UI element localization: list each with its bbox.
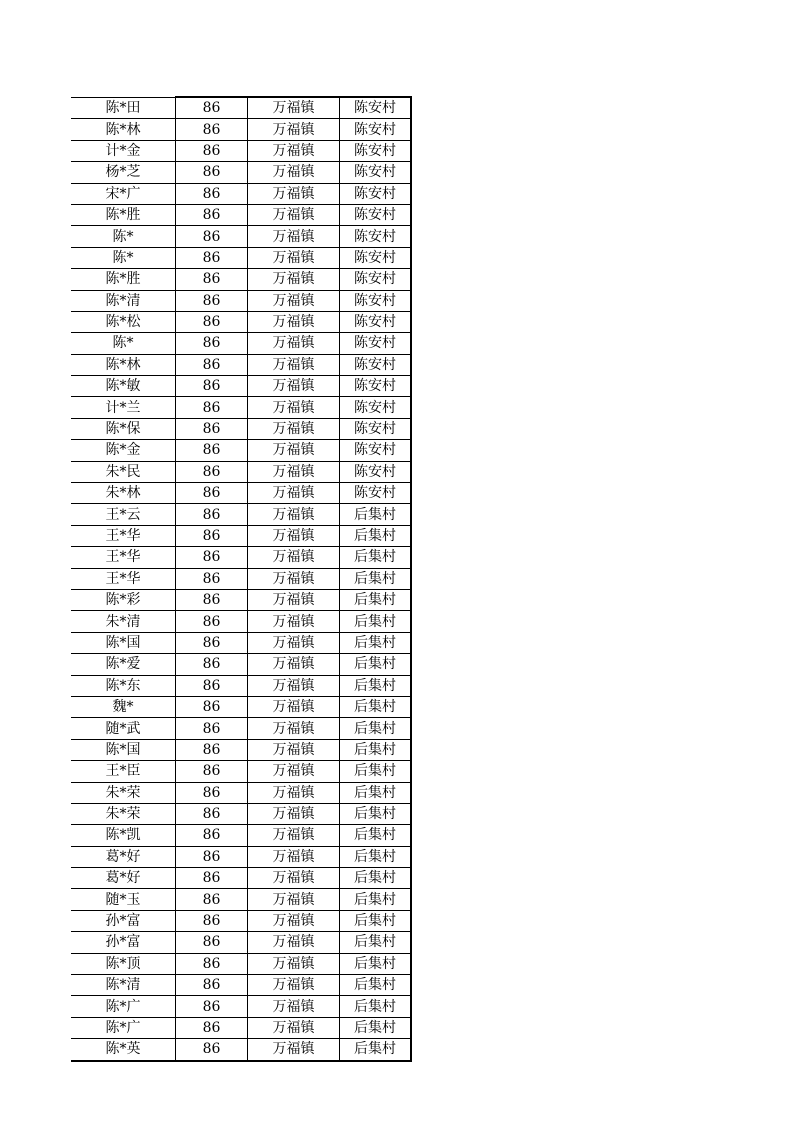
village-cell: 陈安村 [340, 354, 412, 375]
name-cell: 葛*好 [71, 846, 176, 867]
number-cell: 86 [176, 675, 248, 696]
table-row [71, 183, 411, 204]
name-cell: 王*华 [71, 525, 176, 546]
table-row [71, 162, 411, 183]
name-cell: 陈*爱 [71, 654, 176, 675]
town-cell: 万福镇 [248, 932, 340, 953]
number-cell: 86 [176, 418, 248, 439]
village-cell: 后集村 [340, 654, 412, 675]
table-row [71, 525, 411, 546]
village-cell: 陈安村 [340, 483, 412, 504]
town-cell: 万福镇 [248, 739, 340, 760]
table-row [71, 97, 411, 119]
town-cell: 万福镇 [248, 782, 340, 803]
village-cell: 陈安村 [340, 183, 412, 204]
town-cell: 万福镇 [248, 696, 340, 717]
table-row [71, 910, 411, 931]
name-cell: 陈*胜 [71, 204, 176, 225]
name-cell: 王*华 [71, 568, 176, 589]
name-cell: 陈* [71, 333, 176, 354]
town-cell: 万福镇 [248, 440, 340, 461]
number-cell: 86 [176, 547, 248, 568]
number-cell: 86 [176, 119, 248, 140]
village-cell: 陈安村 [340, 140, 412, 161]
town-cell: 万福镇 [248, 525, 340, 546]
town-cell: 万福镇 [248, 803, 340, 824]
name-cell: 陈*广 [71, 1017, 176, 1038]
table-row [71, 889, 411, 910]
number-cell: 86 [176, 376, 248, 397]
town-cell: 万福镇 [248, 226, 340, 247]
table-row [71, 397, 411, 418]
town-cell: 万福镇 [248, 504, 340, 525]
town-cell: 万福镇 [248, 846, 340, 867]
name-cell: 王*华 [71, 547, 176, 568]
table-row [71, 953, 411, 974]
village-cell: 后集村 [340, 525, 412, 546]
number-cell: 86 [176, 397, 248, 418]
village-cell: 后集村 [340, 953, 412, 974]
table-row [71, 504, 411, 525]
table-row [71, 932, 411, 953]
town-cell: 万福镇 [248, 632, 340, 653]
table-row [71, 1017, 411, 1038]
number-cell: 86 [176, 910, 248, 931]
name-cell: 陈*金 [71, 440, 176, 461]
number-cell: 86 [176, 1039, 248, 1061]
name-cell: 孙*富 [71, 910, 176, 931]
number-cell: 86 [176, 611, 248, 632]
village-cell: 后集村 [340, 761, 412, 782]
name-cell: 朱*民 [71, 461, 176, 482]
table-row [71, 290, 411, 311]
village-cell: 后集村 [340, 868, 412, 889]
village-cell: 后集村 [340, 782, 412, 803]
town-cell: 万福镇 [248, 1017, 340, 1038]
table-row [71, 1039, 411, 1061]
table-row [71, 675, 411, 696]
number-cell: 86 [176, 696, 248, 717]
name-cell: 朱*林 [71, 483, 176, 504]
town-cell: 万福镇 [248, 825, 340, 846]
town-cell: 万福镇 [248, 889, 340, 910]
name-cell: 陈*彩 [71, 589, 176, 610]
village-cell: 后集村 [340, 846, 412, 867]
town-cell: 万福镇 [248, 97, 340, 119]
name-cell: 王*臣 [71, 761, 176, 782]
name-cell: 葛*好 [71, 868, 176, 889]
town-cell: 万福镇 [248, 611, 340, 632]
village-cell: 后集村 [340, 825, 412, 846]
town-cell: 万福镇 [248, 247, 340, 268]
town-cell: 万福镇 [248, 654, 340, 675]
number-cell: 86 [176, 354, 248, 375]
number-cell: 86 [176, 97, 248, 119]
number-cell: 86 [176, 975, 248, 996]
town-cell: 万福镇 [248, 183, 340, 204]
number-cell: 86 [176, 525, 248, 546]
village-cell: 陈安村 [340, 97, 412, 119]
village-cell: 陈安村 [340, 397, 412, 418]
table-row [71, 718, 411, 739]
town-cell: 万福镇 [248, 996, 340, 1017]
town-cell: 万福镇 [248, 333, 340, 354]
town-cell: 万福镇 [248, 418, 340, 439]
village-cell: 陈安村 [340, 376, 412, 397]
number-cell: 86 [176, 204, 248, 225]
name-cell: 陈* [71, 247, 176, 268]
town-cell: 万福镇 [248, 376, 340, 397]
village-cell: 陈安村 [340, 226, 412, 247]
table-row [71, 632, 411, 653]
number-cell: 86 [176, 311, 248, 332]
number-cell: 86 [176, 868, 248, 889]
town-cell: 万福镇 [248, 975, 340, 996]
number-cell: 86 [176, 803, 248, 824]
town-cell: 万福镇 [248, 910, 340, 931]
number-cell: 86 [176, 739, 248, 760]
town-cell: 万福镇 [248, 290, 340, 311]
name-cell: 孙*富 [71, 932, 176, 953]
table-row [71, 761, 411, 782]
table-row [71, 611, 411, 632]
town-cell: 万福镇 [248, 204, 340, 225]
town-cell: 万福镇 [248, 311, 340, 332]
village-cell: 陈安村 [340, 333, 412, 354]
table-row [71, 547, 411, 568]
village-cell: 后集村 [340, 547, 412, 568]
name-cell: 陈*国 [71, 632, 176, 653]
village-cell: 后集村 [340, 975, 412, 996]
number-cell: 86 [176, 269, 248, 290]
number-cell: 86 [176, 932, 248, 953]
name-cell: 陈*清 [71, 290, 176, 311]
town-cell: 万福镇 [248, 483, 340, 504]
name-cell: 王*云 [71, 504, 176, 525]
table-row [71, 846, 411, 867]
name-cell: 计*金 [71, 140, 176, 161]
table-row [71, 696, 411, 717]
village-cell: 陈安村 [340, 311, 412, 332]
village-cell: 后集村 [340, 932, 412, 953]
table-row [71, 204, 411, 225]
number-cell: 86 [176, 290, 248, 311]
table-row [71, 975, 411, 996]
village-cell: 后集村 [340, 996, 412, 1017]
village-cell: 陈安村 [340, 440, 412, 461]
village-cell: 陈安村 [340, 247, 412, 268]
town-cell: 万福镇 [248, 162, 340, 183]
number-cell: 86 [176, 782, 248, 803]
table-row [71, 589, 411, 610]
village-cell: 陈安村 [340, 162, 412, 183]
town-cell: 万福镇 [248, 397, 340, 418]
table-row [71, 269, 411, 290]
table-row [71, 140, 411, 161]
town-cell: 万福镇 [248, 718, 340, 739]
town-cell: 万福镇 [248, 868, 340, 889]
town-cell: 万福镇 [248, 589, 340, 610]
village-cell: 陈安村 [340, 119, 412, 140]
number-cell: 86 [176, 140, 248, 161]
name-cell: 陈*胜 [71, 269, 176, 290]
village-cell: 后集村 [340, 696, 412, 717]
name-cell: 朱*荣 [71, 782, 176, 803]
town-cell: 万福镇 [248, 953, 340, 974]
name-cell: 陈*敏 [71, 376, 176, 397]
name-cell: 陈*林 [71, 119, 176, 140]
number-cell: 86 [176, 226, 248, 247]
village-cell: 后集村 [340, 611, 412, 632]
name-cell: 陈*东 [71, 675, 176, 696]
name-cell: 宋*广 [71, 183, 176, 204]
number-cell: 86 [176, 761, 248, 782]
table-body [71, 97, 411, 1061]
name-cell: 陈*清 [71, 975, 176, 996]
table-row [71, 654, 411, 675]
village-cell: 陈安村 [340, 461, 412, 482]
number-cell: 86 [176, 1017, 248, 1038]
name-cell: 计*兰 [71, 397, 176, 418]
town-cell: 万福镇 [248, 547, 340, 568]
table-row [71, 226, 411, 247]
table-row [71, 825, 411, 846]
village-cell: 后集村 [340, 568, 412, 589]
number-cell: 86 [176, 846, 248, 867]
village-cell: 后集村 [340, 589, 412, 610]
name-cell: 杨*芝 [71, 162, 176, 183]
table-row [71, 440, 411, 461]
table-row [71, 333, 411, 354]
table-row [71, 418, 411, 439]
table-row [71, 376, 411, 397]
number-cell: 86 [176, 825, 248, 846]
town-cell: 万福镇 [248, 140, 340, 161]
table-row [71, 119, 411, 140]
number-cell: 86 [176, 183, 248, 204]
village-cell: 后集村 [340, 504, 412, 525]
name-cell: 陈*田 [71, 97, 176, 119]
table-row [71, 247, 411, 268]
table-row [71, 483, 411, 504]
town-cell: 万福镇 [248, 119, 340, 140]
number-cell: 86 [176, 568, 248, 589]
number-cell: 86 [176, 440, 248, 461]
table-row [71, 996, 411, 1017]
village-cell: 后集村 [340, 675, 412, 696]
name-cell: 随*武 [71, 718, 176, 739]
village-cell: 后集村 [340, 1039, 412, 1061]
number-cell: 86 [176, 996, 248, 1017]
table-row [71, 354, 411, 375]
name-cell: 陈*顶 [71, 953, 176, 974]
village-cell: 陈安村 [340, 418, 412, 439]
village-cell: 陈安村 [340, 204, 412, 225]
name-cell: 陈*广 [71, 996, 176, 1017]
name-cell: 朱*清 [71, 611, 176, 632]
village-cell: 陈安村 [340, 290, 412, 311]
number-cell: 86 [176, 889, 248, 910]
name-cell: 朱*荣 [71, 803, 176, 824]
name-cell: 魏* [71, 696, 176, 717]
number-cell: 86 [176, 718, 248, 739]
village-cell: 后集村 [340, 632, 412, 653]
name-cell: 陈*英 [71, 1039, 176, 1061]
name-cell: 陈*松 [71, 311, 176, 332]
table-row [71, 782, 411, 803]
number-cell: 86 [176, 654, 248, 675]
number-cell: 86 [176, 504, 248, 525]
table-row [71, 803, 411, 824]
table-row [71, 868, 411, 889]
village-cell: 后集村 [340, 889, 412, 910]
number-cell: 86 [176, 162, 248, 183]
village-cell: 陈安村 [340, 269, 412, 290]
number-cell: 86 [176, 247, 248, 268]
name-cell: 随*玉 [71, 889, 176, 910]
table-row [71, 568, 411, 589]
town-cell: 万福镇 [248, 461, 340, 482]
number-cell: 86 [176, 632, 248, 653]
town-cell: 万福镇 [248, 568, 340, 589]
table-row [71, 739, 411, 760]
name-cell: 陈*国 [71, 739, 176, 760]
number-cell: 86 [176, 461, 248, 482]
village-cell: 后集村 [340, 1017, 412, 1038]
table-row [71, 311, 411, 332]
name-cell: 陈*林 [71, 354, 176, 375]
town-cell: 万福镇 [248, 354, 340, 375]
town-cell: 万福镇 [248, 269, 340, 290]
town-cell: 万福镇 [248, 675, 340, 696]
number-cell: 86 [176, 589, 248, 610]
town-cell: 万福镇 [248, 1039, 340, 1061]
village-cell: 后集村 [340, 739, 412, 760]
number-cell: 86 [176, 953, 248, 974]
town-cell: 万福镇 [248, 761, 340, 782]
number-cell: 86 [176, 483, 248, 504]
village-cell: 后集村 [340, 718, 412, 739]
village-cell: 后集村 [340, 910, 412, 931]
number-cell: 86 [176, 333, 248, 354]
name-cell: 陈*凯 [71, 825, 176, 846]
name-cell: 陈* [71, 226, 176, 247]
data-table [71, 96, 412, 1062]
table-row [71, 461, 411, 482]
village-cell: 后集村 [340, 803, 412, 824]
name-cell: 陈*保 [71, 418, 176, 439]
